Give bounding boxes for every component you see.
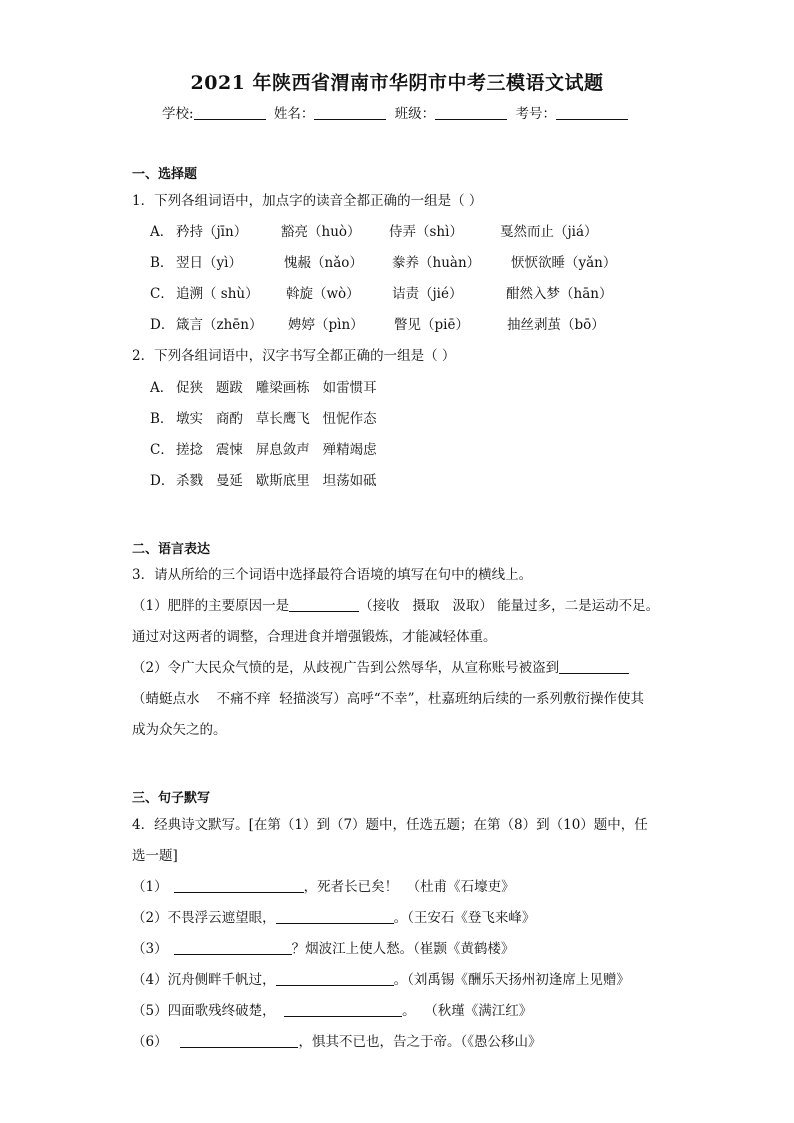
- option-letter: A．: [150, 224, 174, 240]
- text-segment: ，死者长已矣！ （杜甫《石壕吏》: [303, 879, 515, 895]
- option-text: 搓捻 震悚 屏息敛声 殚精竭虑: [176, 442, 377, 458]
- question-1-stem: 1．下列各组词语中，加点字的读音全都正确的一组是（ ）: [132, 193, 483, 209]
- option-item: 豢养（huàn）: [392, 255, 481, 271]
- answer-blank[interactable]: [276, 909, 394, 924]
- school-label: 学校:: [162, 106, 194, 122]
- page-title: 2021 年陕西省渭南市华阴市中考三模语文试题: [190, 72, 604, 94]
- text-segment: 。（王安石《登飞来峰》: [393, 910, 536, 926]
- answer-blank[interactable]: [174, 940, 292, 955]
- text-segment: 。 （秋瑾《满江红》: [402, 1003, 533, 1019]
- school-blank: [194, 105, 266, 120]
- text-segment: ？烟波江上使人愁。（崔颢《黄鹤楼》: [291, 941, 515, 957]
- text-segment: （1）肥胖的主要原因一是: [132, 598, 290, 614]
- answer-blank[interactable]: [174, 878, 304, 893]
- answer-blank[interactable]: [559, 659, 629, 674]
- section-heading-choice: 一、选择题: [132, 167, 198, 182]
- option-item: 恹恹欲睡（yǎn）: [511, 255, 617, 271]
- answer-blank[interactable]: [276, 971, 394, 986]
- option-item: 斡旋（wò）: [286, 286, 360, 302]
- option-letter: C．: [150, 442, 174, 458]
- option-item: 愧赧（nǎo）: [284, 255, 363, 271]
- recitation-item-6: [132, 1033, 541, 1051]
- question-2-stem: 2．下列各组词语中，汉字书写全都正确的一组是（ ）: [132, 348, 456, 364]
- recitation-item-1: [132, 878, 515, 896]
- number-blank: [556, 105, 628, 120]
- option-letter: A．: [150, 380, 174, 396]
- option-item: 抽丝剥茧（bō）: [507, 317, 605, 333]
- recitation-item-2: [132, 909, 535, 927]
- recitation-item-4: [132, 971, 630, 989]
- question-3-stem: 3．请从所给的三个词语中选择最符合语境的填写在句中的横线上。: [132, 567, 533, 583]
- option-item: 戛然而止（jiá）: [500, 224, 598, 240]
- option-text: 杀戮 曼延 歇斯底里 坦荡如砥: [176, 473, 377, 489]
- text-segment: ，惧其不已也，告之于帝。（《愚公移山》: [298, 1034, 542, 1050]
- option-item: 酣然入梦（hān）: [506, 286, 613, 302]
- option-item: 矜持（jīn）: [176, 224, 248, 240]
- option-item: 瞥见（piē）: [394, 317, 469, 333]
- class-label: 班级：: [394, 106, 436, 122]
- option-letter: C．: [150, 286, 174, 302]
- text-segment: （4）沉舟侧畔千帆过，: [132, 972, 276, 988]
- text-segment: （5）四面歌残终破楚，: [132, 1003, 285, 1019]
- number-label: 考号：: [515, 106, 556, 122]
- option-item: 娉婷（pìn）: [288, 317, 364, 333]
- section-heading-recitation: 三、句子默写: [132, 791, 211, 806]
- question-3-part-2: [132, 659, 629, 677]
- question-4-stem-cont: 选一题]: [132, 848, 178, 864]
- class-blank: [435, 105, 507, 120]
- option-text: 促狭 题跋 雕梁画栋 如雷惯耳: [176, 380, 377, 396]
- section-heading-expression: 二、语言表达: [132, 542, 211, 557]
- question-3-part-1: [132, 597, 659, 615]
- question-3-part-2-end: 成为众矢之的。: [132, 722, 227, 738]
- option-letter: D．: [150, 473, 175, 489]
- answer-blank[interactable]: [289, 597, 359, 612]
- question-3-part-1-cont: 通过对这两者的调整，合理进食并增强锻炼，才能减轻体重。: [132, 629, 497, 645]
- recitation-item-3: [132, 940, 514, 958]
- option-text: 墩实 商酌 草长鹰飞 忸怩作态: [176, 411, 377, 427]
- text-segment: （6）: [132, 1034, 181, 1050]
- option-item: 豁亮（huò）: [281, 224, 361, 240]
- answer-blank[interactable]: [180, 1033, 298, 1048]
- question-3-part-2-cont: （蜻蜓点水 不痛不痒 轻描淡写）高呼“不幸”，杜嘉班纳后续的一系列敷衍操作使其: [132, 691, 645, 707]
- text-segment: （接收 摄取 汲取） 能量过多，二是运动不足。: [359, 598, 660, 614]
- text-segment: （2）不畏浮云遮望眼，: [132, 910, 276, 926]
- recitation-item-5: [132, 1002, 532, 1020]
- name-blank: [314, 105, 386, 120]
- text-segment: （2）令广大民众气愤的是，从歧视广告到公然辱华，从宣称账号被盗到: [132, 660, 560, 676]
- question-4-stem: 4．经典诗文默写。[在第（1）到（7）题中，任选五题；在第（8）到（10）题中，任: [132, 817, 648, 833]
- answer-blank[interactable]: [284, 1002, 402, 1017]
- option-letter: B．: [150, 255, 174, 271]
- option-letter: B．: [150, 411, 174, 427]
- text-segment: （3）: [132, 941, 168, 957]
- name-label: 姓名：: [273, 106, 315, 122]
- option-item: 侍弄（shì）: [389, 224, 463, 240]
- option-item: 翌日（yì）: [176, 255, 242, 271]
- text-segment: 。（刘禹锡《酬乐天扬州初逢席上见赠》: [393, 972, 630, 988]
- option-item: 箴言（zhēn）: [176, 317, 263, 333]
- option-letter: D．: [150, 317, 175, 333]
- option-item: 诘责（jié）: [392, 286, 463, 302]
- text-segment: （1）: [132, 879, 168, 895]
- student-info-row: [0, 102, 794, 122]
- option-item: 追溯（ shù）: [176, 286, 259, 302]
